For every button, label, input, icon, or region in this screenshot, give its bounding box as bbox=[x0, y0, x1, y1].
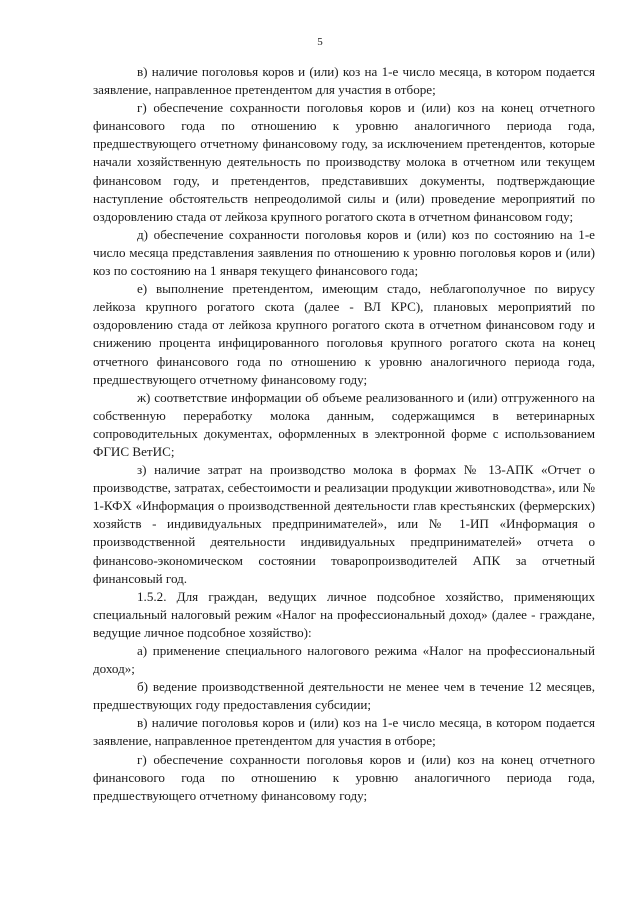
paragraph-z-milk-production-costs: з) наличие затрат на производство молока в формах № 13-АПК «Отчет о производстве, затратах, себестоимости и реализации продукции животноводства», или № 1-КФХ «Информация о производственной деятельности глав крестьянских (фермерских) хозяйств - индивидуальных предпринимателей», или № 1-ИП «Информация о производственной деятельности индивидуальных предпринимателей» отчета о финансово-экономическом состоянии товаропроизводителей АПК за отчетный финансовый год. bbox=[93, 462, 595, 586]
paragraph-b-production-activity: б) ведение производственной деятельности не менее чем в течение 12 месяцев, предшествующих году предоставления субсидии; bbox=[93, 679, 595, 713]
paragraph-v-livestock-presence: в) наличие поголовья коров и (или) коз на 1-е число месяца, в котором подается заявление, направленное претендентом для участия в отборе; bbox=[93, 64, 595, 98]
paragraph-a-tax-regime: а) применение специального налогового режима «Налог на профессиональный доход»; bbox=[93, 643, 595, 677]
paragraph-v-livestock-presence-citizens: в) наличие поголовья коров и (или) коз на 1-е число месяца, в котором подается заявление, направленное претендентом для участия в отборе; bbox=[93, 715, 595, 749]
document-body bbox=[93, 63, 595, 805]
paragraph-g-livestock-preservation-citizens: г) обеспечение сохранности поголовья коров и (или) коз на конец отчетного финансового года по отношению к уровню аналогичного периода года, предшествующего отчетному финансовому году; bbox=[93, 751, 595, 803]
paragraph-1-5-2-citizens: 1.5.2. Для граждан, ведущих личное подсобное хозяйство, применяющих специальный налоговый режим «Налог на профессиональный доход» (далее - граждане, ведущие личное подсобное хозяйство): bbox=[93, 588, 595, 640]
paragraph-g-livestock-preservation: г) обеспечение сохранности поголовья коров и (или) коз на конец отчетного финансового года по отношению к уровню аналогичного периода года, предшествующего отчетному финансовому году, за исключением претендентов, которые начали хозяйственную деятельность по производству молока в отчетном или текущем финансовом году, и претендентов, представивших документы, подтверждающие наступление обстоятельств непреодолимой силы и (или) проведение мероприятий по оздоровлению стада от лейкоза крупного рогатого скота в отчетном финансовом году; bbox=[93, 100, 595, 224]
paragraph-e-leukemia-measures: е) выполнение претендентом, имеющим стадо, неблагополучное по вирусу лейкоза крупного рогатого скота (далее - ВЛ КРС), плановых мероприятий по оздоровлению стада от лейкоза крупного рогатого скота в отчетном финансовом году и снижению процента инфицированного поголовья крупного рогатого скота на конец отчетного финансового года по отношению к уровню аналогичного периода года, предшествующего отчетному финансовому году; bbox=[93, 281, 595, 387]
page-number: 5 bbox=[317, 36, 323, 48]
paragraph-d-livestock-preservation-month: д) обеспечение сохранности поголовья коров и (или) коз по состоянию на 1-е число месяца представления заявления по отношению к уровню поголовья коров и (или) коз по состоянию на 1 января текущего финансового года; bbox=[93, 226, 595, 279]
paragraph-zh-milk-volume-compliance: ж) соответствие информации об объеме реализованного и (или) отгруженного на собственную переработку молока данным, содержащимся в ветеринарных сопроводительных документах, оформленных в электронной форме с использованием ФГИС ВетИС; bbox=[93, 389, 595, 459]
